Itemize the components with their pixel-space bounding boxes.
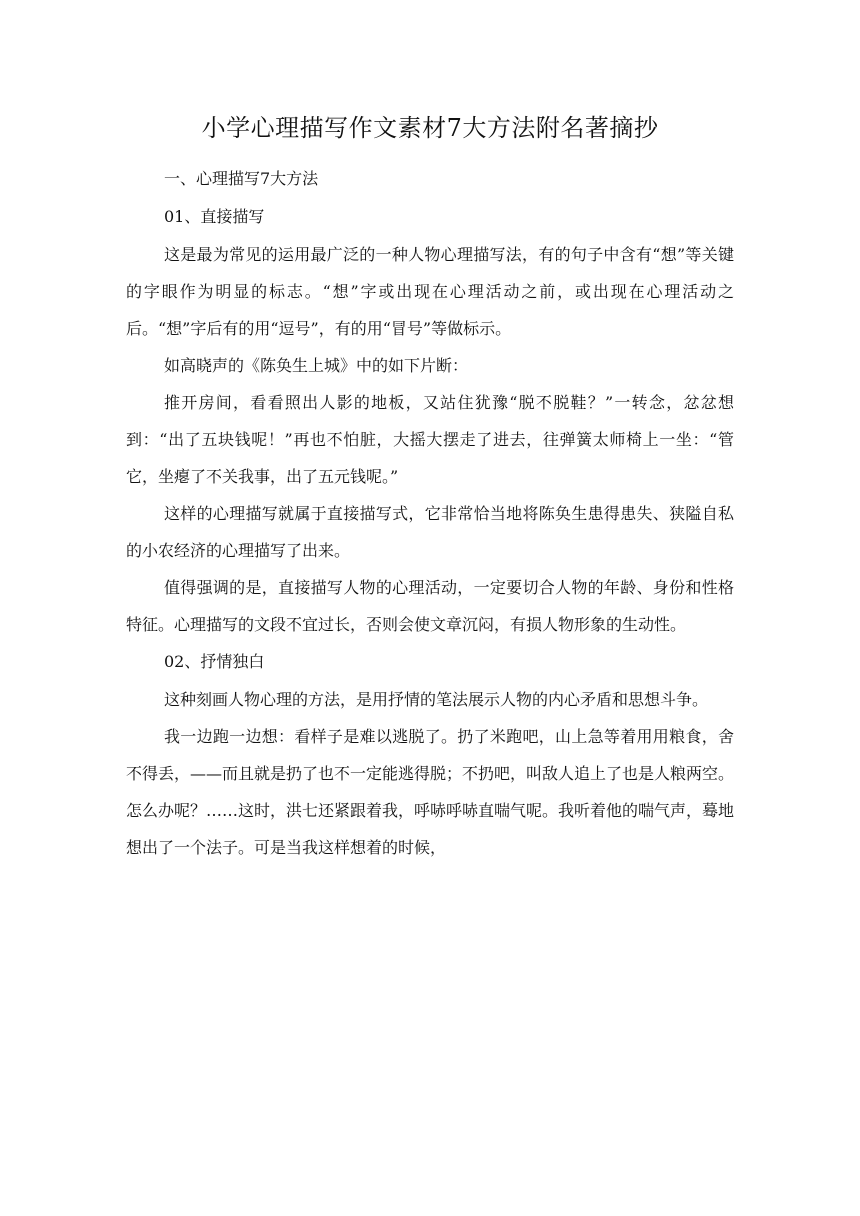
method-1-quote: 推开房间，看看照出人影的地板，又站住犹豫“脱不脱鞋？”一转念，忿忿想到：“出了五块钱呢！”再也不怕脏，大摇大摆走了进去，往弹簧太师椅上一坐：“管它，坐瘪了不关我事，出了五元钱呢。” (126, 393, 734, 486)
method-2-paragraph-1: 这种刻画人物心理的方法，是用抒情的笔法展示人物的内心矛盾和思想斗争。 (164, 690, 709, 709)
method-2-heading: 02、抒情独白 (164, 652, 265, 671)
document-body (126, 108, 734, 866)
document-title: 小学心理描写作文素材7大方法附名著摘抄 (201, 114, 659, 142)
method-2-excerpt: 我一边跑一边想：看样子是难以逃脱了。扔了米跑吧，山上急等着用用粮食，舍不得丢，——而且就是扔了也不一定能逃得脱；不扔吧，叫敌人追上了也是人粮两空。怎么办呢？……这时，洪七还紧跟着我，呼哧呼哧直喘气呢。我听着他的喘气声，蓦地想出了一个法子。可是当我这样想着的时候， (126, 727, 735, 857)
method-1-paragraph-1: 这是最为常见的运用最广泛的一种人物心理描写法，有的句子中含有“想”等关键的字眼作为明显的标志。“想”字或出现在心理活动之前，或出现在心理活动之后。“想”字后有的用“逗号”，有的用“冒号”等做标示。 (126, 245, 734, 338)
method-1-paragraph-4: 这样的心理描写就属于直接描写式，它非常恰当地将陈奂生患得患失、狭隘自私的小农经济的心理描写了出来。 (126, 504, 734, 560)
method-1-paragraph-2: 如高晓声的《陈奂生上城》中的如下片断： (164, 356, 469, 375)
section-heading: 一、心理描写7大方法 (164, 169, 319, 188)
method-1-heading: 01、直接描写 (164, 207, 265, 226)
method-1-paragraph-5: 值得强调的是，直接描写人物的心理活动，一定要切合人物的年龄、身份和性格特征。心理描写的文段不宜过长，否则会使文章沉闷，有损人物形象的生动性。 (126, 578, 734, 634)
